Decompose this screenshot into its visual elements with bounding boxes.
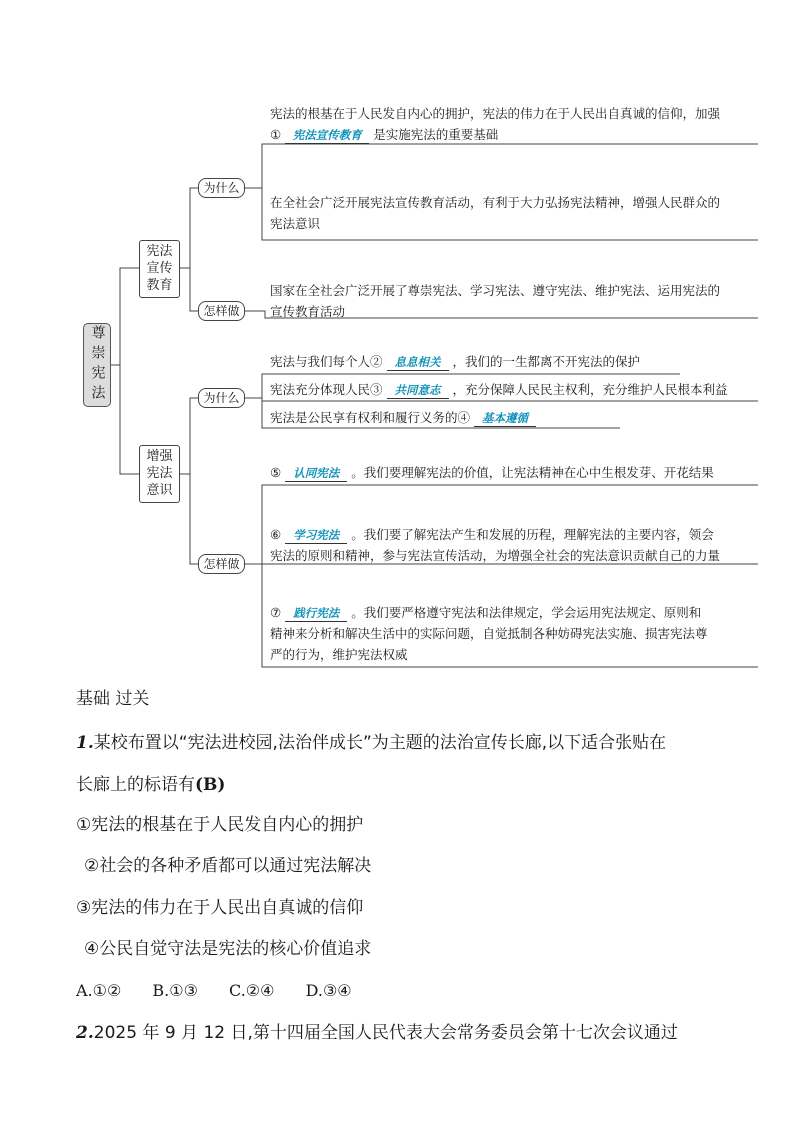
branch-label-line: 宣传 xyxy=(146,261,173,276)
leaf-text: ，充分保障人民民主权利，充分维护人民根本利益 xyxy=(452,382,728,397)
leaf-why-2 xyxy=(270,192,720,234)
branch-label-line: 教育 xyxy=(146,278,173,293)
fill-blank-answer: 宪法宣传教育 xyxy=(285,128,369,144)
option-d[interactable]: D.③④ xyxy=(305,981,352,1000)
question-text: 长廊上的标语有 xyxy=(76,775,195,795)
question-1-item: ①宪法的根基在于人民发自内心的拥护 xyxy=(76,815,364,835)
leaf-why-b xyxy=(270,379,728,400)
leaf-marker: ⑤ xyxy=(270,465,282,480)
leaf-text: 精神来分析和解决生活中的实际问题，自觉抵制各种妨碍宪法实施、损害宪法尊 xyxy=(270,626,708,641)
question-1-line-1 xyxy=(76,731,666,755)
branch-label-line: 宪法 xyxy=(146,466,173,481)
leaf-text: 在全社会广泛开展宪法宣传教育活动，有利于大力弘扬宪法精神，增强人民群众的 xyxy=(270,195,721,210)
leaf-why-a xyxy=(270,351,640,372)
leaf-text: 宪法与我们每个人② xyxy=(270,354,383,369)
fill-blank-answer: 共同意志 xyxy=(387,383,449,399)
leaf-how-b xyxy=(270,524,720,566)
leaf-how-a xyxy=(270,462,714,483)
leaf-text: 。我们要严格遵守宪法和法律规定，学会运用宪法规定、原则和 xyxy=(351,605,702,620)
branch-label-line: 宪法 xyxy=(146,244,173,259)
leaf-how-1 xyxy=(270,280,720,322)
section-title: 基础 过关 xyxy=(76,689,150,709)
fill-blank-answer: 基本遵循 xyxy=(474,411,536,427)
option-b[interactable]: B.①③ xyxy=(152,981,198,1000)
question-text: 某校布置以“宪法进校园,法治伴成长”为主题的法治宣传长廊,以下适合张贴在 xyxy=(93,733,667,753)
option-c[interactable]: C.②④ xyxy=(229,981,275,1000)
leaf-why-c xyxy=(270,407,536,428)
question-2-line-1 xyxy=(76,1021,678,1045)
leaf-text: 严的行为，维护宪法权威 xyxy=(270,647,408,662)
why-label: 为什么 xyxy=(203,391,240,405)
fill-blank-answer: 息息相关 xyxy=(387,355,449,371)
root-label: 尊崇宪法 xyxy=(89,325,106,405)
leaf-text: 宪法意识 xyxy=(270,216,321,231)
option-a[interactable]: A.①② xyxy=(76,981,122,1000)
fill-blank-answer: 践行宪法 xyxy=(285,606,347,622)
question-number: 2. xyxy=(76,1023,94,1043)
question-number: 1. xyxy=(76,733,94,753)
why-node-publicity xyxy=(198,178,245,198)
leaf-text: 宪法是公民享有权利和履行义务的④ xyxy=(270,410,471,425)
leaf-how-c xyxy=(270,602,708,665)
root-node xyxy=(83,323,111,407)
leaf-why-1 xyxy=(270,103,720,145)
branch-label-line: 意识 xyxy=(146,483,173,498)
why-label: 为什么 xyxy=(203,181,240,195)
question-text: 2025 年 9 月 12 日,第十四届全国人民代表大会常务委员会第十七次会议通过 xyxy=(93,1023,678,1043)
fill-blank-answer: 认同宪法 xyxy=(285,466,347,482)
leaf-text: 。我们要理解宪法的价值，让宪法精神在心中生根发芽、开花结果 xyxy=(351,465,714,480)
leaf-text: 宪法的原则和精神，参与宪法宣传活动，为增强全社会的宪法意识贡献自己的力量 xyxy=(270,548,721,563)
question-1-line-2 xyxy=(76,773,225,797)
leaf-text: 。我们要了解宪法产生和发展的历程，理解宪法的主要内容，领会 xyxy=(351,527,714,542)
leaf-marker: ① xyxy=(270,127,282,142)
fill-blank-answer: 学习宪法 xyxy=(285,528,347,544)
leaf-marker: ⑦ xyxy=(270,605,282,620)
how-node-publicity xyxy=(198,301,245,321)
how-node-awareness xyxy=(198,554,245,574)
branch-node-publicity xyxy=(139,240,180,298)
how-label: 怎样做 xyxy=(203,304,240,318)
leaf-text: 是实施宪法的重要基础 xyxy=(373,127,499,142)
answer-key: (B) xyxy=(195,775,226,795)
leaf-text: ，我们的一生都离不开宪法的保护 xyxy=(452,354,640,369)
why-node-awareness xyxy=(198,388,245,408)
how-label: 怎样做 xyxy=(203,557,240,571)
question-1-item: ②社会的各种矛盾都可以通过宪法解决 xyxy=(84,856,372,876)
leaf-text: 宪法充分体现人民③ xyxy=(270,382,383,397)
branch-node-awareness xyxy=(139,445,180,503)
leaf-text: 宣传教育活动 xyxy=(270,304,346,319)
leaf-text: 国家在全社会广泛开展了尊崇宪法、学习宪法、遵守宪法、维护宪法、运用宪法的 xyxy=(270,283,721,298)
question-1-item: ④公民自觉守法是宪法的核心价值追求 xyxy=(84,939,372,959)
question-1-item: ③宪法的伟力在于人民出自真诚的信仰 xyxy=(76,898,364,918)
leaf-marker: ⑥ xyxy=(270,527,282,542)
question-1-options xyxy=(76,979,378,1003)
leaf-text: 宪法的根基在于人民发自内心的拥护，宪法的伟力在于人民出自真诚的信仰，加强 xyxy=(270,106,721,121)
branch-label-line: 增强 xyxy=(146,449,173,464)
